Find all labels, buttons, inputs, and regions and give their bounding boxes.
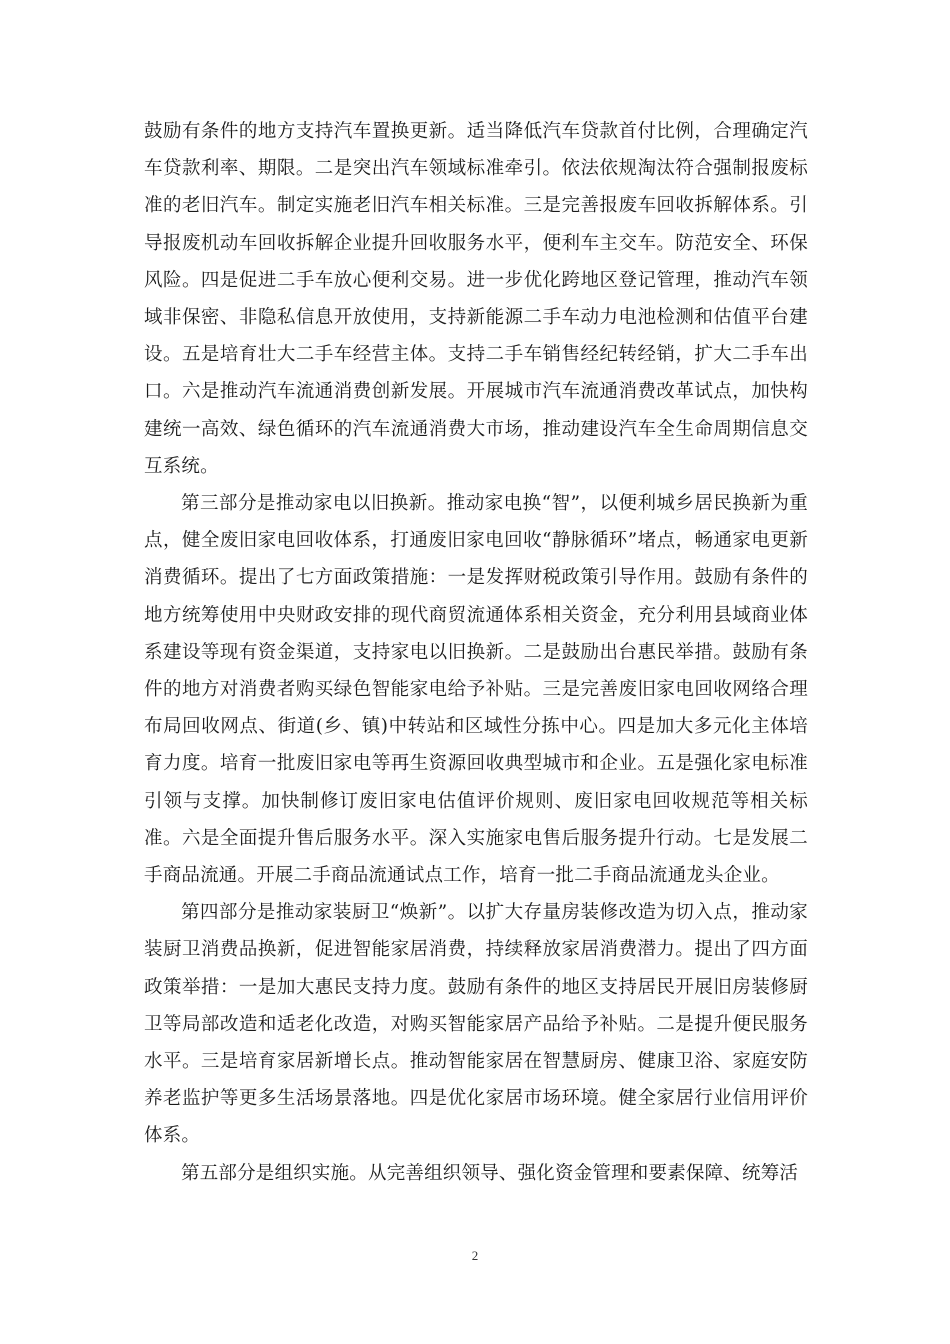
paragraph-organization-implementation: 第五部分是组织实施。从完善组织领导、强化资金管理和要素保障、统筹活 — [181, 1162, 799, 1184]
paragraph-home-renovation: 第四部分是推动家装厨卫“焕新”。以扩大存量房装修改造为切入点，推动家装厨卫消费品换新，促进智能家居消费，持续释放家居消费潜力。提出了四方面政策举措：一是加大惠民支持力度。鼓励有条件的地区支持居民开展旧房装修厨卫等局部改造和适老化改造，对购买智能家居产品给予补贴。二是提升便民服务水平。三是培育家居新增长点。推动智能家居在智慧厨房、健康卫浴、家庭安防养老监护等更多生活场景落地。四是优化家居市场环境。健全家居行业信用评价体系。 — [144, 902, 808, 1147]
body-text — [144, 113, 808, 1192]
paragraph-auto-trade-in: 鼓励有条件的地方支持汽车置换更新。适当降低汽车贷款首付比例，合理确定汽车贷款利率、期限。二是突出汽车领域标准牵引。依法依规淘汰符合强制报废标准的老旧汽车。制定实施老旧汽车相关标准。三是完善报废车回收拆解体系。引导报废机动车回收拆解企业提升回收服务水平，便利车主交车。防范安全、环保风险。四是促进二手车放心便利交易。进一步优化跨地区登记管理，推动汽车领域非保密、非隐私信息开放使用，支持新能源二手车动力电池检测和估值平台建设。五是培育壮大二手车经营主体。支持二手车销售经纪转经销，扩大二手车出口。六是推动汽车流通消费创新发展。开展城市汽车流通消费改革试点，加快构建统一高效、绿色循环的汽车流通消费大市场，推动建设汽车全生命周期信息交互系统。 — [144, 121, 808, 477]
paragraph-appliance-trade-in: 第三部分是推动家电以旧换新。推动家电换“智”，以便利城乡居民换新为重点，健全废旧家电回收体系，打通废旧家电回收“静脉循环”堵点，畅通家电更新消费循环。提出了七方面政策措施：一是发挥财税政策引导作用。鼓励有条件的地方统筹使用中央财政安排的现代商贸流通体系相关资金，充分利用县域商业体系建设等现有资金渠道，支持家电以旧换新。二是鼓励出台惠民举措。鼓励有条件的地方对消费者购买绿色智能家电给予补贴。三是完善废旧家电回收网络合理布局回收网点、街道(乡、镇)中转站和区域性分拣中心。四是加大多元化主体培育力度。培育一批废旧家电等再生资源回收典型城市和企业。五是强化家电标准引领与支撑。加快制修订废旧家电估值评价规则、废旧家电回收规范等相关标准。六是全面提升售后服务水平。深入实施家电售后服务提升行动。七是发展二手商品流通。开展二手商品流通试点工作，培育一批二手商品流通龙头企业。 — [144, 493, 808, 887]
page-number: 2 — [471, 1248, 479, 1263]
